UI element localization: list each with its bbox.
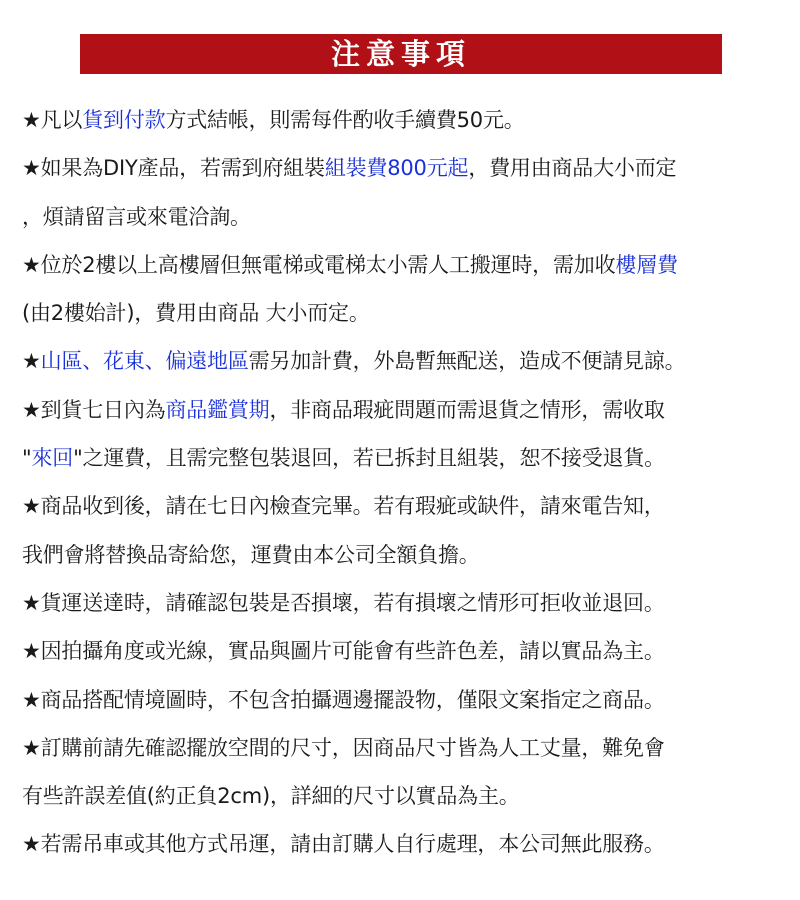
highlight-text: 貨到付款 — [82, 108, 166, 132]
notice-line — [22, 724, 792, 772]
highlight-text: 樓層費 — [615, 252, 678, 277]
notice-text: (由2樓始計)，費用由商品 大小而定。 — [22, 301, 370, 326]
notice-text: ★如果為DIY產品，若需到府組裝 — [22, 156, 325, 181]
notice-line — [22, 193, 792, 241]
notice-text: ★因拍攝角度或光線，實品與圖片可能會有些許色差，請以實品為主。 — [22, 639, 665, 664]
notice-line — [22, 434, 792, 482]
notice-text: ，非商品瑕疵問題而需退貨之情形，需收取 — [269, 397, 665, 422]
notice-text: ★商品搭配情境圖時，不包含拍攝週邊擺設物，僅限文案指定之商品。 — [22, 687, 665, 712]
notes-list — [22, 96, 792, 869]
notice-line — [22, 579, 792, 627]
notice-text: 需另加計費，外島暫無配送，造成不便請見諒。 — [248, 349, 686, 374]
notice-text: " — [22, 446, 32, 471]
notice-line — [22, 627, 792, 675]
notice-line — [22, 482, 792, 530]
notice-line — [22, 289, 792, 337]
notice-line — [22, 96, 792, 144]
highlight-text: 組裝費800元起 — [324, 156, 469, 181]
notice-text: 有些許誤差值(約正負2cm)，詳細的尺寸以實品為主。 — [22, 784, 520, 809]
notice-line — [22, 144, 792, 192]
highlight-text: 商品鑑賞期 — [165, 397, 270, 422]
notice-text: ★到貨七日內為 — [22, 397, 166, 422]
page-title: 注意事項 — [330, 37, 471, 71]
highlight-text: 山區、花東、偏遠地區 — [40, 349, 249, 374]
notice-line — [22, 531, 792, 579]
notice-text: 方式結帳，則需每件酌收手續費50元。 — [165, 108, 525, 132]
notice-text: ★訂購前請先確認擺放空間的尺寸，因商品尺寸皆為人工丈量，難免會 — [22, 735, 665, 760]
notice-line — [22, 772, 792, 820]
notice-line — [22, 820, 792, 868]
notice-text: ，費用由商品大小而定 — [468, 156, 677, 181]
notice-text: ★ — [22, 349, 41, 374]
highlight-text: 來回 — [31, 446, 74, 471]
notice-text: ，煩請留言或來電洽詢。 — [22, 204, 251, 229]
title-banner — [80, 34, 722, 74]
notice-line — [22, 676, 792, 724]
notice-text: ★貨運送達時，請確認包裝是否損壞，若有損壞之情形可拒收並退回。 — [22, 590, 665, 615]
notice-line — [22, 241, 792, 289]
notice-line — [22, 337, 792, 385]
notice-text: "之運費，且需完整包裝退回，若已拆封且組裝，恕不接受退貨。 — [73, 446, 665, 471]
notice-text: ★若需吊車或其他方式吊運，請由訂購人自行處理，本公司無此服務。 — [22, 832, 665, 857]
notice-text: ★商品收到後，請在七日內檢查完畢。若有瑕疵或缺件，請來電告知， — [22, 494, 665, 519]
notice-text: ★位於2樓以上高樓層但無電梯或電梯太小需人工搬運時，需加收 — [22, 252, 616, 277]
notice-line — [22, 386, 792, 434]
notice-text: 我們會將替換品寄給您，運費由本公司全額負擔。 — [22, 542, 480, 567]
notice-text: ★凡以 — [22, 108, 83, 132]
